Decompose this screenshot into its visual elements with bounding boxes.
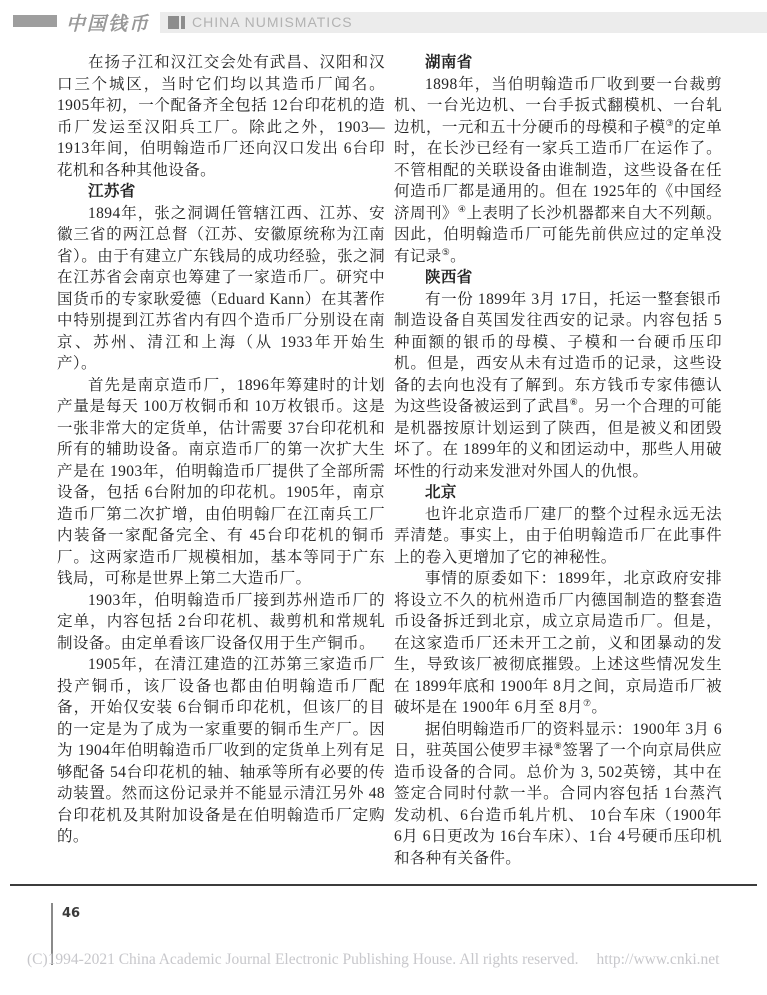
section-heading: 江苏省 [88, 183, 136, 200]
section-heading: 陕西省 [425, 269, 473, 286]
section-heading: 湖南省 [425, 54, 473, 71]
paragraph: 也许北京造币厂建厂的整个过程永远无法弄清楚。事实上，由于伯明翰造币厂在此事件上的卷入更增加了它的神秘性。 [394, 505, 722, 566]
copyright-text: (C)1994-2021 China Academic Journal Electronic Publishing House. All rights reserved. [27, 951, 579, 968]
page-number: 46 [62, 906, 81, 921]
paragraph: 1903年，伯明翰造币厂接到苏州造币厂的定单，内容包括 2台印花机、裁剪机和常规轧制设备。由定单看该厂设备仅用于生产铜币。 [57, 591, 385, 652]
left-text-column [57, 52, 385, 848]
journal-title-chinese: 中国钱币 [66, 13, 151, 35]
footnote-marker: ⑤ [441, 246, 451, 257]
copyright-line [27, 951, 719, 969]
footnote-marker: ③ [665, 117, 675, 128]
paragraph: 首先是南京造币厂，1896年筹建时的计划产量是每天 100万枚铜币和 10万枚银币。这是一张非常大的定货单，估计需要 37台印花机和所有的辅助设备。南京造币厂的第一次扩大生产是在 1903年，伯明翰造币厂提供了全部所需设备，包括 6台附加的印花机。1905年，南京造币厂第二次扩增，由伯明翰厂在江南兵工厂内装备一家配备完全、有 45台印花机的铜币厂。这两家造币厂规模相加，基本等同于广东钱局，可称是世界上第二大造币厂。 [57, 376, 385, 587]
paragraph: 事情的原委如下：1899年，北京政府安排将设立不久的杭州造币厂内德国制造的整套造币设备拆迁到北京，成立京局造币厂。但是，在这家造币厂还未开工之前，义和团暴动的发生，导致该厂被彻底摧毁。上述这些情况发生在 1899年底和 1900年 8月之间，京局造币厂被破坏是在 1900年 6月至 8月⑦。 [394, 570, 722, 716]
footnote-marker: ⑦ [582, 697, 592, 708]
paragraph: 1894年，张之洞调任管辖江西、江苏、安徽三省的两江总督（江苏、安徽原统称为江南省）。由于有建立广东钱局的成功经验，张之洞在江苏省会南京也筹建了一家造币厂。研究中国货币的专家耿爱德（Eduard Kann）在其著作中特别提到江苏省内有四个造币厂分别设在南京、苏州、清江和上海（从 1933年开始生产）。 [57, 204, 385, 372]
logo-squares-icon [168, 16, 185, 29]
paragraph: 有一份 1899年 3月 17日，托运一整套银币制造设备自英国发往西安的记录。内容包括 5种面额的银币的母模、子模和一台硬币压印机。但是，西安从未有过造币的记录，这些设备的去向也没有了解到。东方钱币专家伟德认为这些设备被运到了武昌⑥。另一个合理的可能是机器按原计划运到了陕西，但是被义和团毁坏了。在 1899年的义和团运动中，那些人用破坏性的行动来发泄对外国人的仇恨。 [394, 290, 722, 480]
paragraph: 1898年，当伯明翰造币厂收到要一台裁剪机、一台光边机、一台手扳式翻模机、一台轧边机，一元和五十分硬币的母模和子模③的定单时，在长沙已经有一家兵工造币厂在运作了。不管相配的关联设备由谁制造，这些设备在任何造币厂都是通用的。但在 1925年的《中国经济周刊》④上表明了长沙机器都来自大不列颠。因此，伯明翰造币厂可能先前供应过的定单没有记录⑤。 [394, 75, 722, 265]
right-text-column [394, 52, 722, 869]
section-heading: 北京 [425, 484, 457, 501]
logo-bar-decoration [13, 15, 57, 27]
paragraph: 1905年，在清江建造的江苏第三家造币厂投产铜币，该厂设备也都由伯明翰造币厂配备，开始仅安装 6台铜币印花机，但该厂的目的一定是为了成为一家重要的铜币生产厂。因为 1904年伯明翰造币厂收到的定货单上列有足够配备 54台印花机的轴、轴承等所有必要的传动装置。然而这份记录并不能显示清江另外 48台印花机及其附加设备是在伯明翰造币厂定购的。 [57, 656, 385, 845]
paragraph: 据伯明翰造币厂的资料显示：1900年 3月 6日，驻英国公使罗丰禄⑧签署了一个向京局供应造币设备的合同。总价为 3, 502英镑，其中在签定合同时付款一半。合同内容包括 1台蒸汽发动机、6台造币轧片机、 10台车床（1900年 6月 6日更改为 16台车床）、1台 4号硬币压印机和各种有关备件。 [394, 720, 722, 867]
logo-square-icon [168, 16, 179, 29]
footnote-marker: ④ [457, 203, 467, 214]
footnote-marker: ⑧ [553, 740, 563, 751]
footer-divider [10, 884, 757, 886]
logo-stripe-icon [181, 16, 185, 29]
journal-title-english: CHINA NUMISMATICS [192, 14, 353, 30]
publisher-url: http://www.cnki.net [596, 951, 720, 968]
footnote-marker: ⑥ [569, 396, 579, 407]
paragraph: 在扬子江和汉江交会处有武昌、汉阳和汉口三个城区，当时它们均以其造币厂闻名。1905年初，一个配备齐全包括 12台印花机的造币厂发运至汉阳兵工厂。除此之外，1903—1913年间，伯明翰造币厂还向汉口发出 6台印花机和各种其他设备。 [57, 54, 385, 179]
